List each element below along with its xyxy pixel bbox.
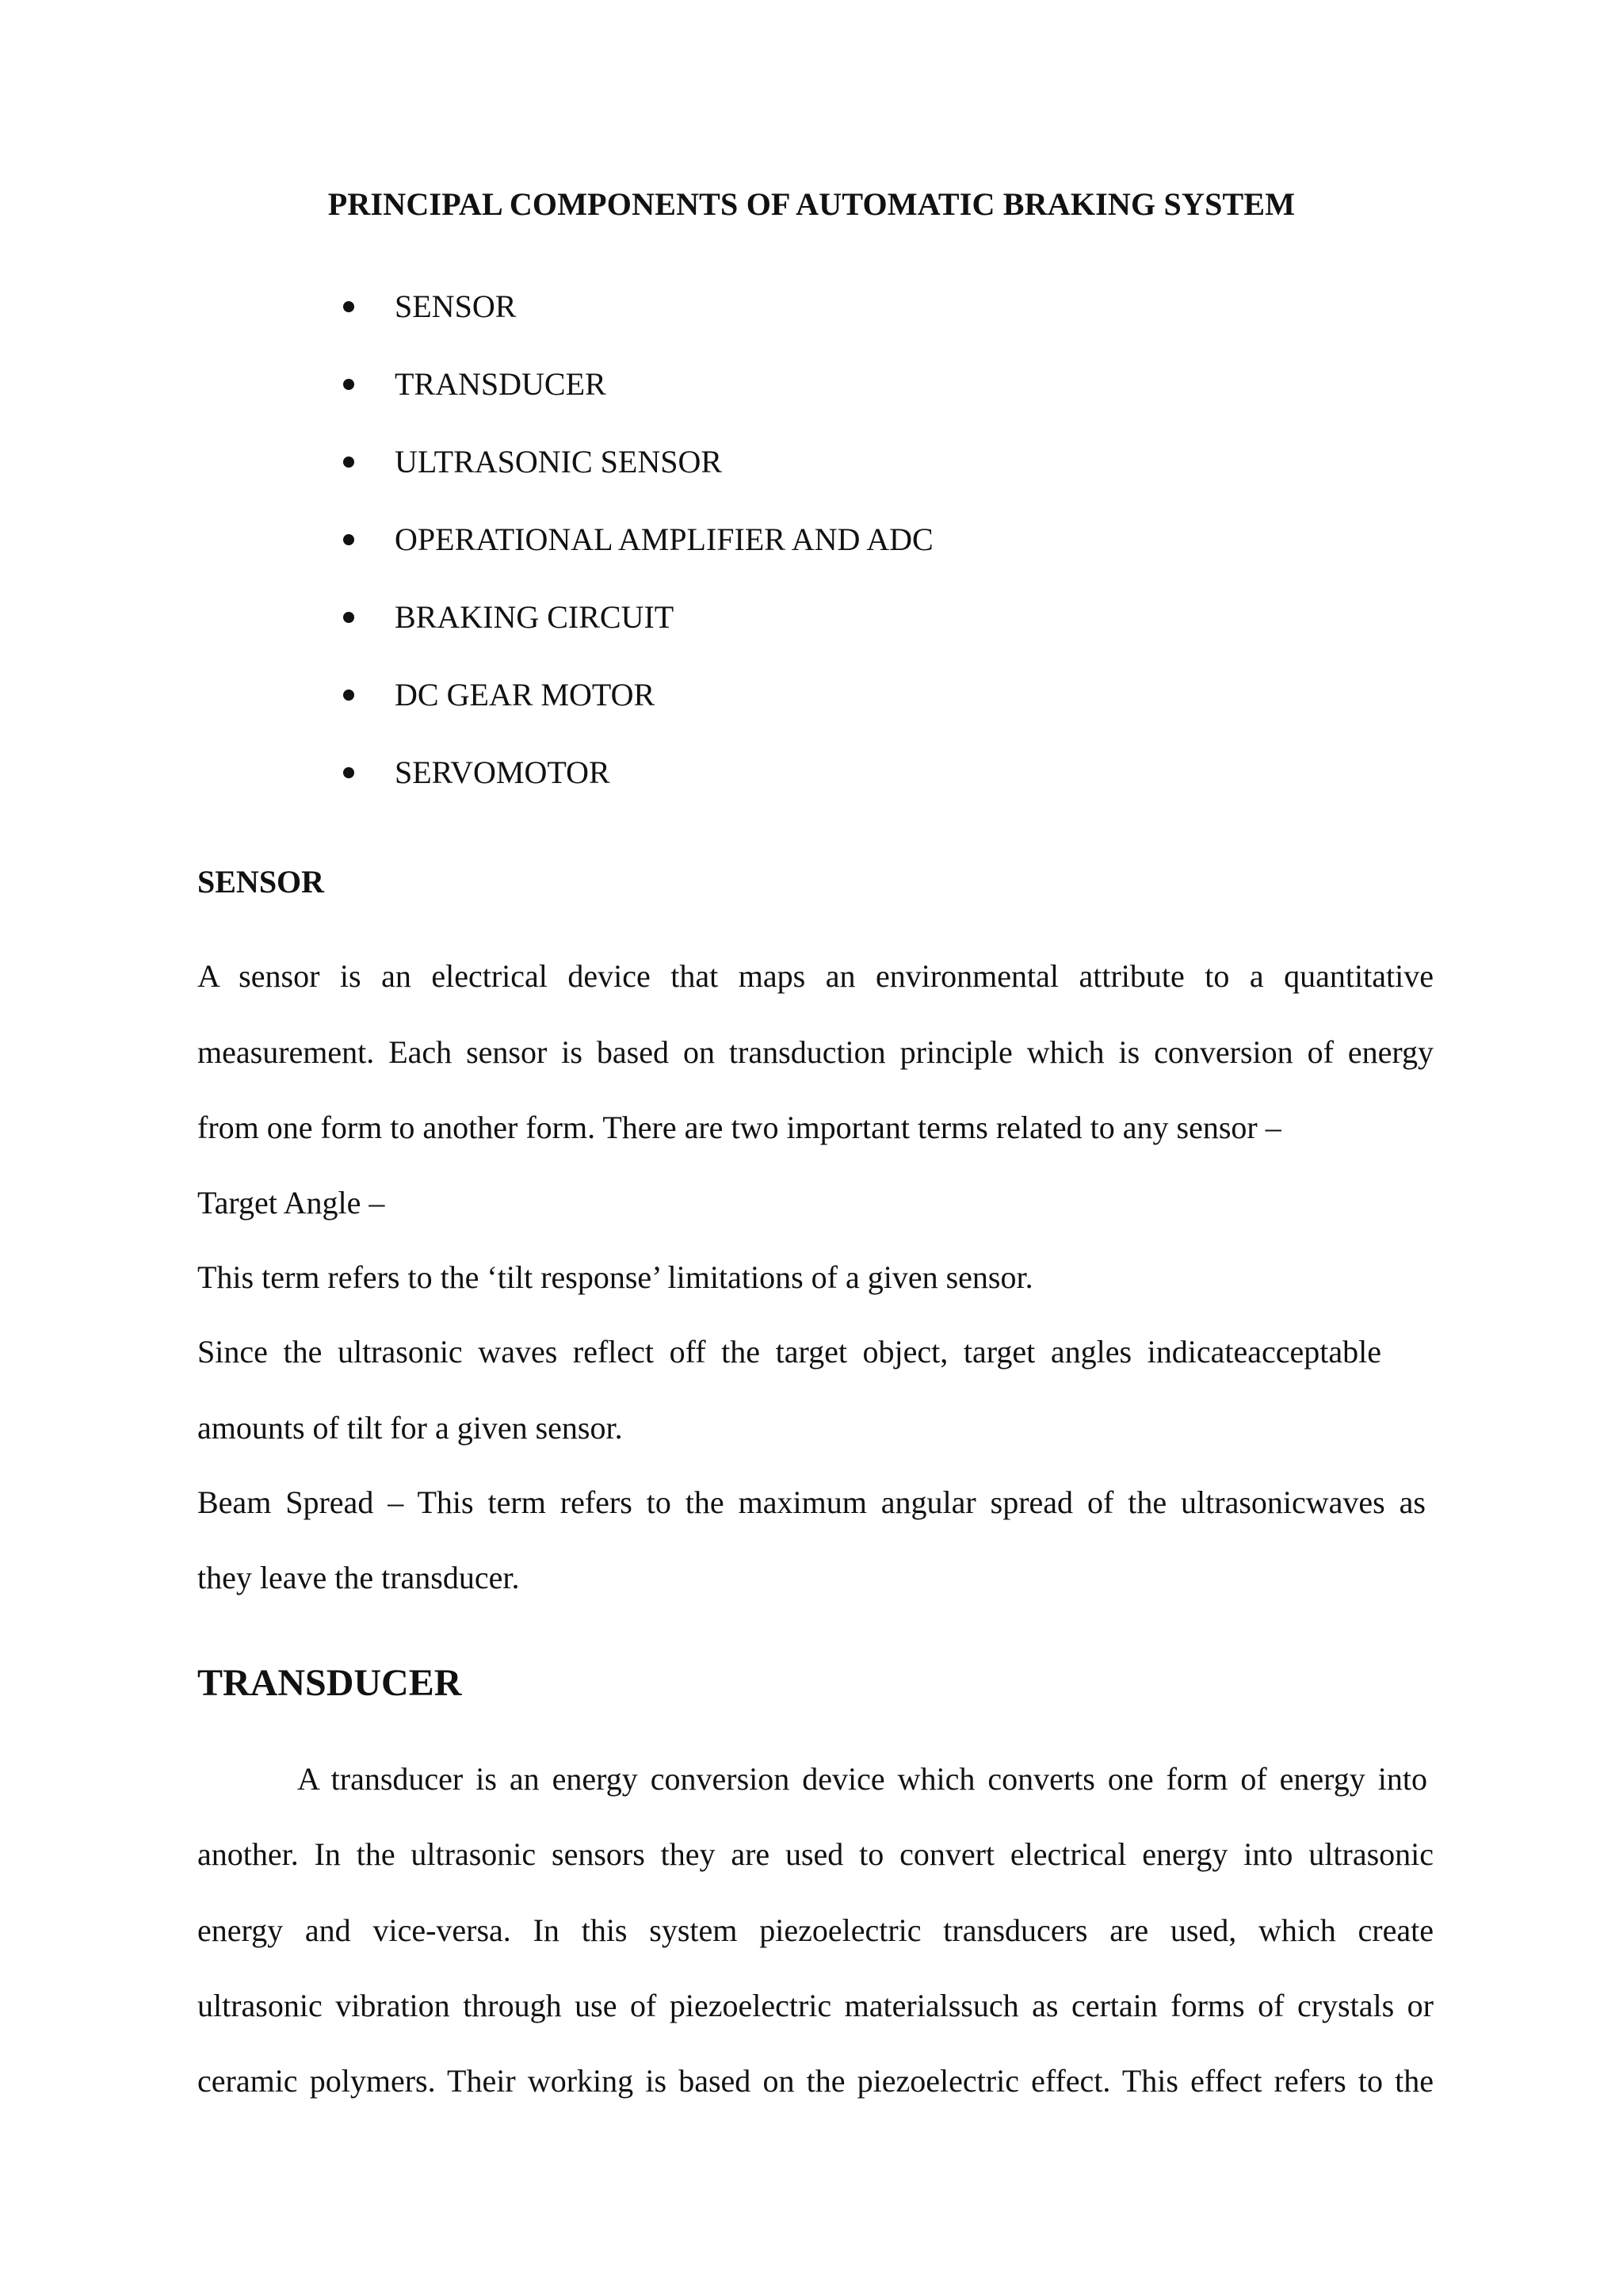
sensor-text-line: measurement. Each sensor is based on transduction principle which is conversion of energy: [197, 1034, 1434, 1070]
sensor-text-line: This term refers to the ‘tilt response’ limitations of a given sensor.: [197, 1259, 1033, 1295]
transducer-text-line: A transducer is an energy conversion device which converts one form of energy into: [297, 1761, 1427, 1797]
list-item-label: BRAKING CIRCUIT: [395, 599, 674, 635]
list-item-label: SENSOR: [395, 288, 517, 324]
page-title: PRINCIPAL COMPONENTS OF AUTOMATIC BRAKING SYSTEM: [327, 186, 1296, 222]
bullet-icon: [343, 767, 354, 778]
bullet-icon: [343, 612, 354, 623]
transducer-text-line: ceramic polymers. Their working is based on the piezoelectric effect. This effect refers to the: [197, 2063, 1434, 2099]
sensor-text-line: from one form to another form. There are two important terms related to any sensor –: [197, 1110, 1281, 1145]
bullet-icon: [343, 301, 354, 312]
bullet-icon: [343, 457, 354, 468]
list-item: [343, 671, 934, 749]
bullet-icon: [343, 379, 354, 390]
list-item: [343, 594, 934, 671]
bullet-icon: [343, 690, 354, 701]
sensor-text-line: Since the ultrasonic waves reflect off the target object, target angles indicateacceptable: [197, 1334, 1381, 1370]
sensor-text-line: amounts of tilt for a given sensor.: [197, 1410, 623, 1446]
list-item: [343, 283, 934, 361]
list-item-label: TRANSDUCER: [395, 366, 606, 402]
list-item: [343, 749, 934, 827]
list-item-label: SERVOMOTOR: [395, 755, 610, 790]
section-heading-transducer: TRANSDUCER: [197, 1662, 462, 1704]
list-item-label: ULTRASONIC SENSOR: [395, 444, 723, 479]
list-item: [343, 438, 934, 516]
list-item-label: OPERATIONAL AMPLIFIER AND ADC: [395, 521, 934, 557]
sensor-text-line: A sensor is an electrical device that maps an environmental attribute to a quantitative: [197, 958, 1434, 994]
list-item-label: DC GEAR MOTOR: [395, 677, 655, 712]
sensor-text-line: they leave the transducer.: [197, 1560, 520, 1595]
list-item: [343, 516, 934, 594]
list-item: [343, 361, 934, 438]
bullet-icon: [343, 534, 354, 545]
sensor-text-line: Beam Spread – This term refers to the maximum angular spread of the ultrasonicwaves as: [197, 1484, 1426, 1520]
transducer-text-line: another. In the ultrasonic sensors they are used to convert electrical energy into ultrasonic: [197, 1836, 1434, 1872]
components-list: [343, 283, 934, 827]
sensor-text-line: Target Angle –: [197, 1185, 385, 1221]
transducer-text-line: energy and vice-versa. In this system piezoelectric transducers are used, which create: [197, 1912, 1434, 1948]
section-heading-sensor: SENSOR: [197, 864, 325, 900]
transducer-text-line: ultrasonic vibration through use of piezoelectric materialssuch as certain forms of crystals or: [197, 1988, 1434, 2023]
